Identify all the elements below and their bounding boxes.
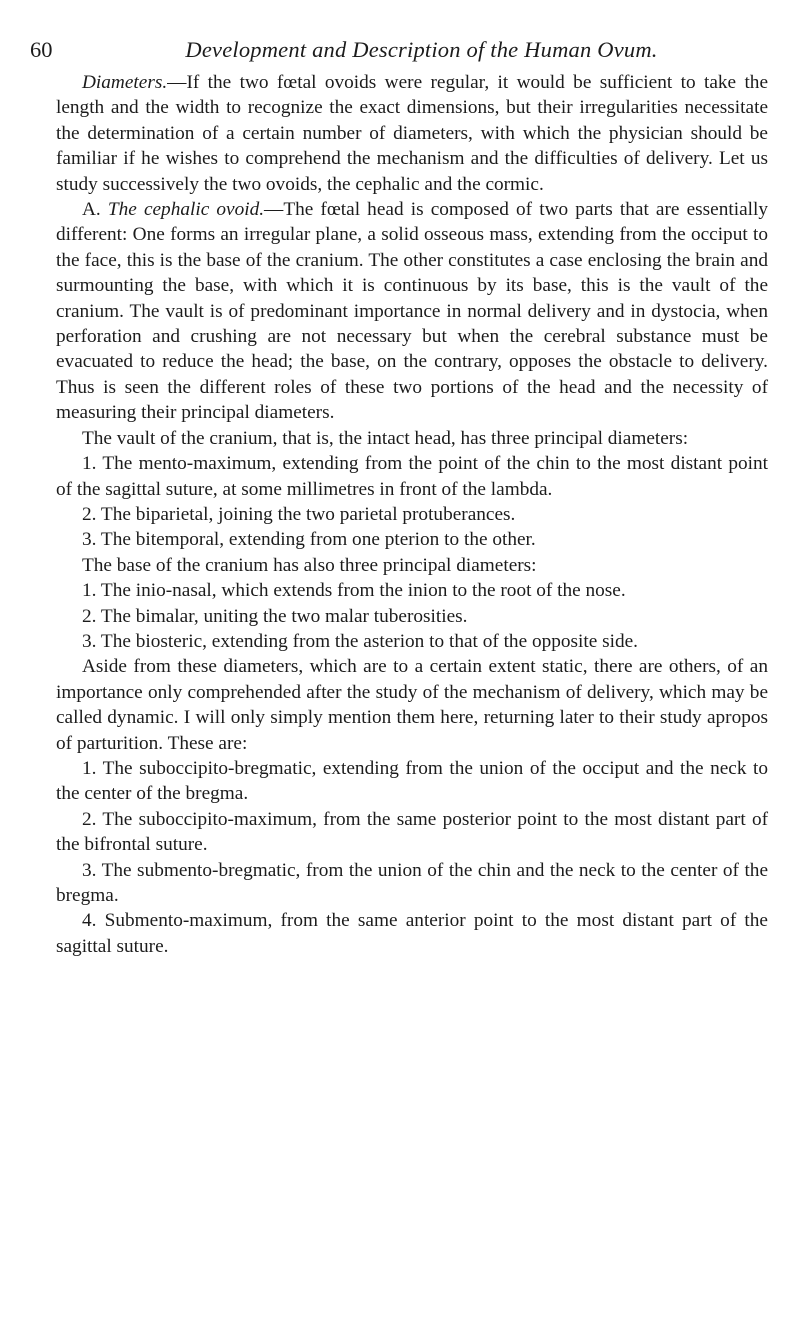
paragraph-cephalic-ovoid — [56, 197, 768, 426]
page-header — [30, 34, 775, 66]
list-item-bimalar: 2. The bimalar, uniting the two malar tuberosities. — [82, 605, 468, 627]
paragraph-dynamic-diameters: Aside from these diameters, which are to a certain extent static, there are others, of an importance only comprehended after the study of the mechanism of delivery, which may be called dynamic. I will only simply mention them here, returning later to their study apropos of parturition. These are: — [56, 656, 768, 754]
list-item-submento-bregmatic: 3. The submento-bregmatic, from the union of the chin and the neck to the center of the bregma. — [56, 859, 768, 906]
paragraph-text: —If the two fœtal ovoids were regular, it would be sufficient to take the length and the width to recognize the exact dimensions, but their irregularities necessitate the determination of a certain number of diameters, with which the physician should be familiar if he wishes to comprehend the mechanism and the difficulties of delivery. Let us study successively the two ovoids, the cephalic and the cormic. — [56, 72, 768, 195]
paragraph-lead: The cephalic ovoid. — [107, 199, 265, 221]
section-prefix: A. — [82, 199, 108, 221]
paragraph-base-intro: The base of the cranium has also three principal diameters: — [82, 554, 537, 576]
list-item-inio-nasal: 1. The inio-nasal, which extends from the inion to the root of the nose. — [82, 580, 626, 602]
list-item-mento-maximum: 1. The mento-maximum, extending from the point of the chin to the most distant point of the sagittal suture, at some millimetres in front of the lambda. — [56, 453, 768, 500]
page-number: 60 — [30, 37, 53, 62]
paragraph-text: —The fœtal head is composed of two parts that are essentially different: One forms an irregular plane, a solid osseous mass, extending from the occiput to the face, this is the base of the cranium. The other constitutes a case enclosing the brain and surmounting the base, with which it is continuous by its base, this is the vault of the cranium. The vault is of predominant importance in normal delivery and in dystocia, when perforation and crushing are not necessary but when the cerebral substance must be evacuated to reduce the head; the base, on the contrary, opposes the obstacle to delivery. Thus is seen the different roles of these two portions of the head and the necessity of measuring their principal diameters. — [56, 199, 768, 424]
paragraph-lead: Diameters. — [82, 72, 168, 93]
running-title: Development and Description of the Human Ovum. — [185, 37, 658, 62]
paragraph-diameters-intro — [56, 70, 768, 197]
list-item-suboccipito-maximum: 2. The suboccipito-maximum, from the same posterior point to the most distant part of the bifrontal suture. — [56, 808, 768, 856]
body-text — [56, 70, 768, 959]
list-item-suboccipito-bregmatic: 1. The suboccipito-bregmatic, extending from the union of the occiput and the neck to the center of the bregma. — [56, 757, 768, 805]
list-item-submento-maximum: 4. Submento-maximum, from the same anterior point to the most distant part of the sagittal suture. — [56, 910, 768, 957]
list-item-bitemporal: 3. The bitemporal, extending from one pterion to the other. — [82, 529, 536, 551]
paragraph-vault-intro: The vault of the cranium, that is, the intact head, has three principal diameters: — [82, 427, 689, 449]
list-item-biosteric: 3. The biosteric, extending from the asterion to that of the opposite side. — [82, 630, 638, 652]
list-item-biparietal: 2. The biparietal, joining the two parietal protuberances. — [82, 503, 516, 525]
